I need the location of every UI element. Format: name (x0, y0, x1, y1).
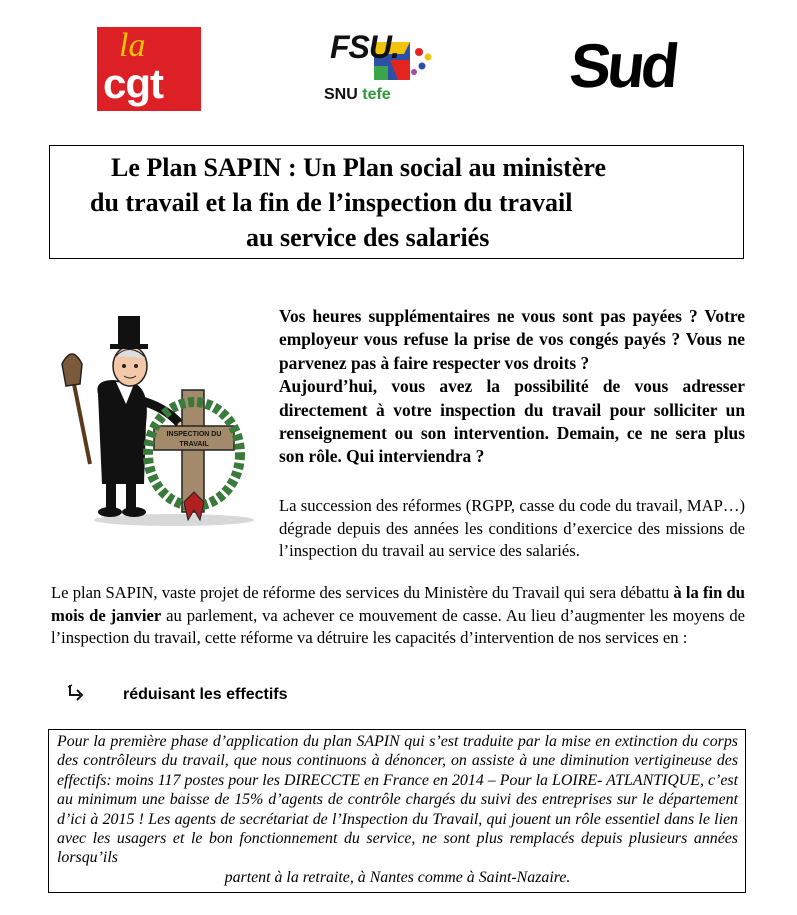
cgt-logo-la: la (119, 27, 146, 64)
title-line-3: au service des salariés (246, 223, 490, 252)
cgt-logo-text: cgt (103, 60, 163, 107)
sud-logo (568, 34, 678, 106)
cgt-logo (97, 27, 201, 111)
title-line-2: du travail et la fin de l’inspection du travail (90, 188, 573, 217)
title-box (49, 145, 744, 259)
cross-label-2: TRAVAIL (179, 441, 209, 448)
questions-paragraph (279, 305, 745, 469)
plan-text-2: au parlement, va achever ce mouvement de casse. Au lieu d’augmenter les moyens de l’inspection du travail, cette réforme va détruire les capacités d’intervention de nos services en : (51, 605, 745, 647)
plan-paragraph (51, 582, 745, 650)
sud-logo-text: Sud (566, 32, 679, 101)
questions-text-1: Vos heures supplémentaires ne vous sont pas payées ? Votre employeur vous refuse la prise de vos congés payés ? Vous ne parvenez pas à faire respecter vos droits ? (279, 306, 745, 373)
page-title (50, 150, 743, 255)
title-line-1: Le Plan SAPIN : Un Plan social au ministère (111, 153, 606, 182)
cross-label-1: INSPECTION DU (166, 431, 222, 438)
plan-text-1: Le plan SAPIN, vaste projet de réforme des services du Ministère du Travail qui sera débattu (51, 583, 674, 602)
fsu-logo-name: FSU. (330, 29, 399, 65)
effectifs-box (48, 729, 746, 893)
plan-text-bold: à la fin du mois de janvier (51, 583, 745, 625)
questions-text-2: Aujourd’hui, vous avez la possibilité de vous adresser directement à votre inspection du travail pour solliciter un renseignement ou son intervention. Demain, ce ne sera plus son rôle. Qui interviendra ? (279, 376, 745, 467)
fsu-logo-union (324, 86, 391, 104)
effectifs-text: Pour la première phase d’application du plan SAPIN qui s’est traduite par la mise en extinction du corps des contrôleurs du travail, que nous continuons à dénoncer, on assiste à une diminution vertigineuse des effectifs: moins 117 postes pour les DIRECCTE en France en 2014 – Pour la LOIRE- ATLANTIQUE, c’est au minimum une baisse de 15% d’agents de contrôle chargés du suivi des entreprises sur le département d’ici à 2015 ! Les agents de secrétariat de l’Inspection du Travail, qui jouent un rôle essentiel dans le lien avec les usagers et le bon fonctionnement du service, ne sont plus remplacés depuis plusieurs années lorsqu’ils (57, 733, 738, 867)
reform-paragraph: La succession des réformes (RGPP, casse du code du travail, MAP…) dégrade depuis des années les conditions d’exercice des missions de l’inspection du travail au service des salariés. (279, 496, 745, 560)
bullet-label: réduisant les effectifs (123, 686, 288, 703)
fsu-logo-snu: SNU (324, 86, 358, 103)
cartoon-illustration (54, 314, 256, 530)
bullet-item (66, 683, 566, 707)
effectifs-last-line: partent à la retraite, à Nantes comme à Saint-Nazaire. (224, 868, 571, 886)
arrow-bullet-icon (66, 683, 86, 705)
fsu-logo (318, 24, 438, 110)
fsu-logo-tefe: tefe (362, 86, 391, 103)
cartoon-drawing (54, 314, 256, 530)
